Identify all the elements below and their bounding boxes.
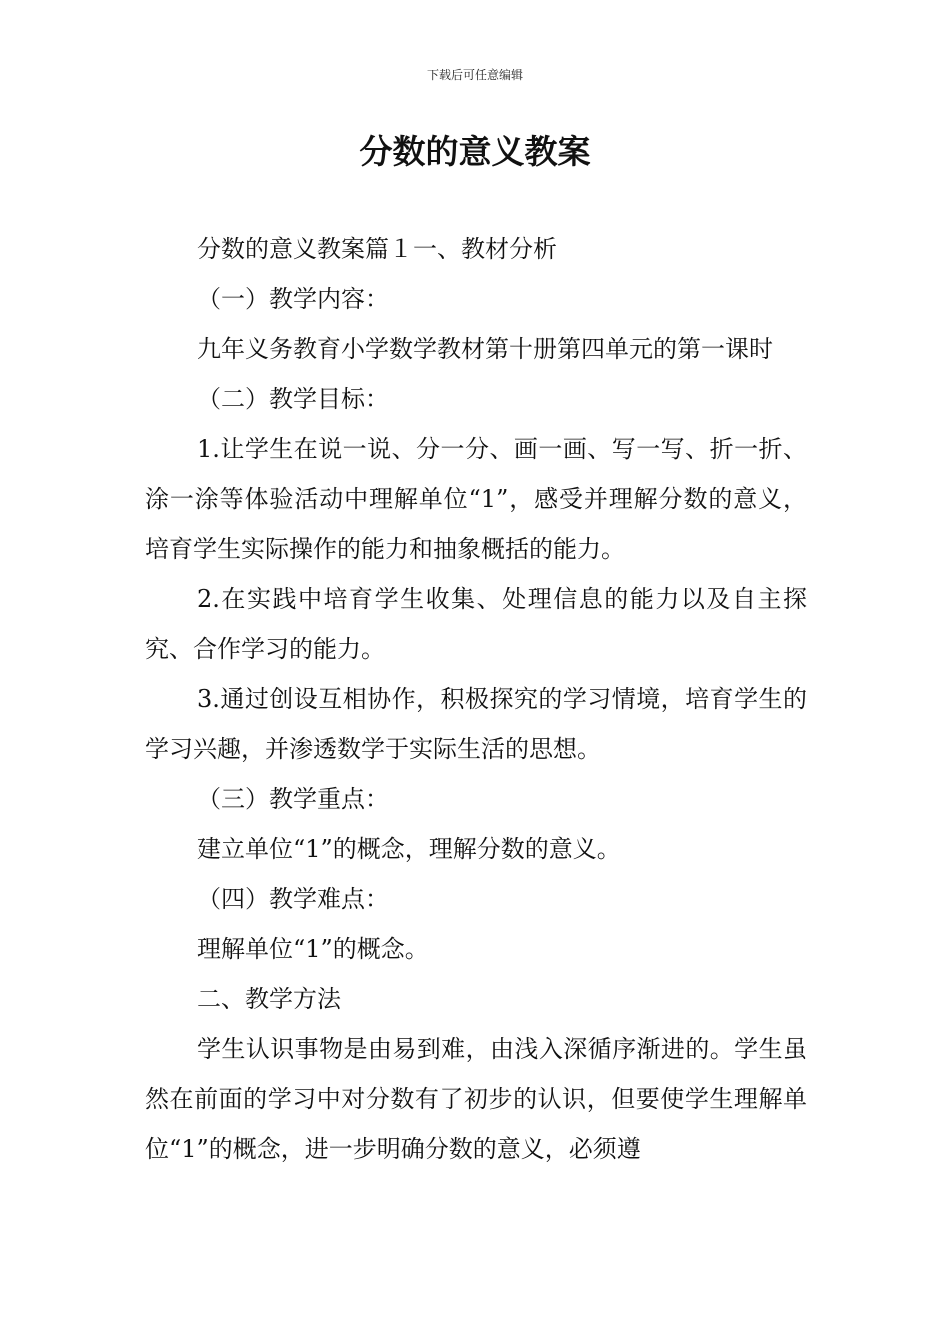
objective-item-1: 1.让学生在说一说、分一分、画一画、写一写、折一折、涂一涂等体验活动中理解单位“1”，感受并理解分数的意义，培育学生实际操作的能力和抽象概括的能力。 xyxy=(145,435,807,563)
subheading-key-points: （三）教学重点： xyxy=(197,785,389,813)
objective-item-2: 2.在实践中培育学生收集、处理信息的能力以及自主探究、合作学习的能力。 xyxy=(145,585,807,663)
header-note: 下载后可任意编辑 xyxy=(426,68,523,82)
section-heading-methods: 二、教学方法 xyxy=(197,985,341,1013)
objective-item-3: 3.通过创设互相协作，积极探究的学习情境，培育学生的学习兴趣，并渗透数学于实际生活的思想。 xyxy=(145,685,807,763)
paragraph-content: 九年义务教育小学数学教材第十册第四单元的第一课时 xyxy=(197,335,773,363)
subheading-content: （一）教学内容： xyxy=(197,285,389,313)
paragraph-difficulties: 理解单位“1”的概念。 xyxy=(197,935,429,963)
subheading-objectives: （二）教学目标： xyxy=(197,385,389,413)
subheading-difficulties: （四）教学难点： xyxy=(197,885,389,913)
section-heading-materials: 分数的意义教案篇１一、教材分析 xyxy=(197,235,557,263)
document-title: 分数的意义教案 xyxy=(359,132,591,171)
paragraph-methods: 学生认识事物是由易到难，由浅入深循序渐进的。学生虽然在前面的学习中对分数有了初步的认识，但要使学生理解单位“1”的概念，进一步明确分数的意义，必须遵 xyxy=(145,1035,807,1163)
document-body xyxy=(145,224,807,1174)
paragraph-key-points: 建立单位“1”的概念，理解分数的意义。 xyxy=(197,835,621,863)
